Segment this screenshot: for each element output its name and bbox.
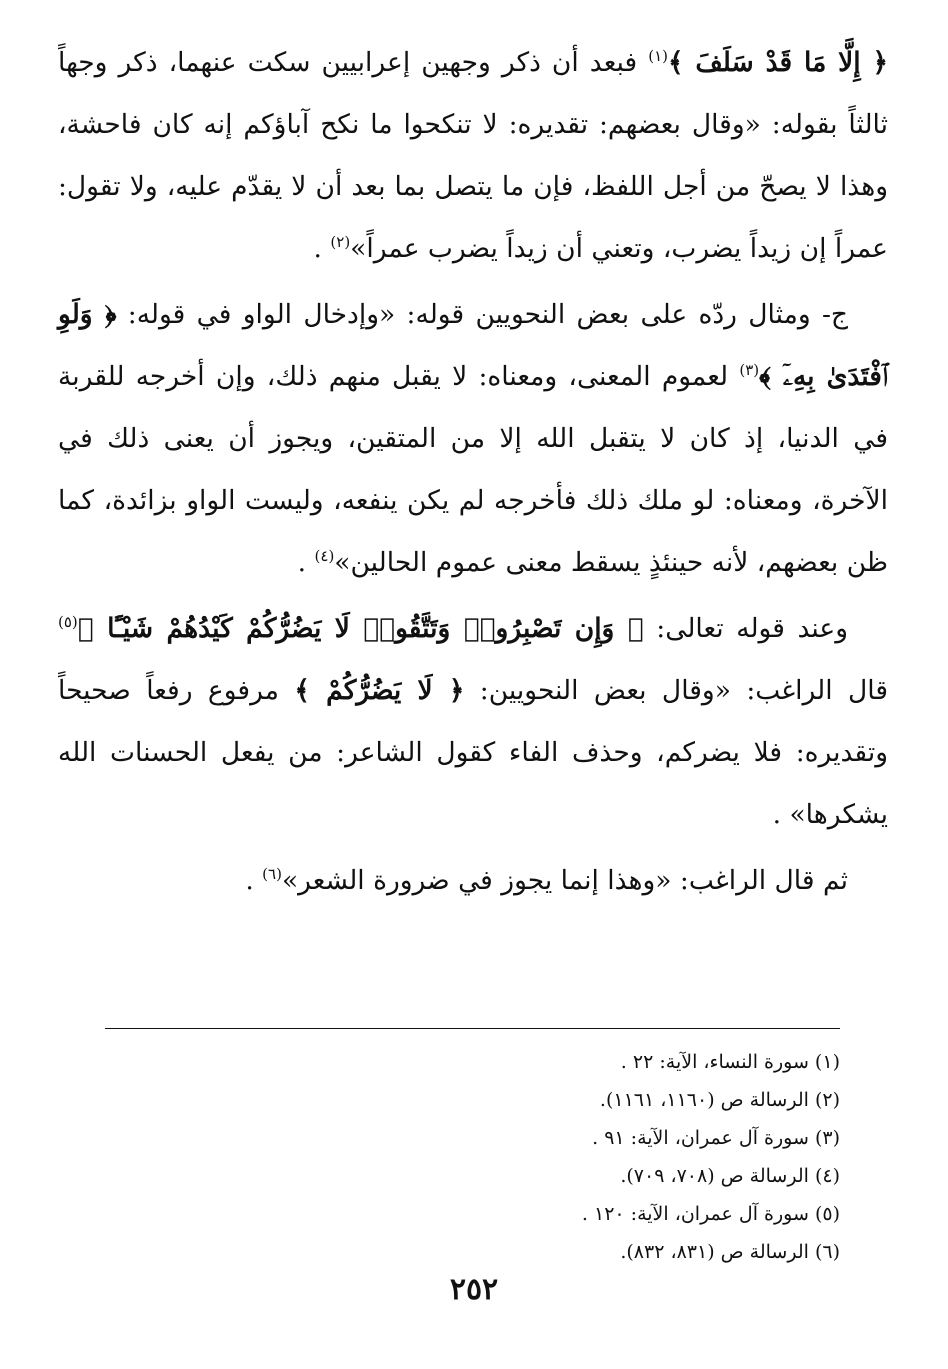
footnote-3: (٣) سورة آل عمران، الآية: ٩١ .: [592, 1127, 840, 1149]
quran-quote: ﴿ وَلَوِ ٱفْتَدَىٰ بِهِۦٓ ﴾: [58, 299, 888, 392]
footnote-ref: (٦): [262, 865, 282, 884]
footnote-ref: (١): [648, 47, 668, 66]
text-run: فبعد أن ذكر وجهين إعرابيين سكت عنهما، ذكر وجهاً ثالثاً بقوله: «وقال بعضهم: تقديره: لا تنكحوا ما نكح آباؤكم إنه كان فاحشة، وهذا لا يصحّ من أجل اللفظ، فإن ما يتصل بما بعد أن لا يقدّم عليه، ولا تقول: عمراً إن زيداً يضرب، وتعني أن زيداً يضرب عمراً»: [58, 47, 888, 264]
text-run: ج- ومثال ردّه على بعض النحويين قوله: «وإدخال الواو في قوله:: [116, 299, 848, 330]
footnote-5: (٥) سورة آل عمران، الآية: ١٢٠ .: [581, 1203, 840, 1225]
footnote-2: (٢) الرسالة ص (١١٦٠، ١١٦١).: [599, 1089, 840, 1111]
page-number: ٢٥٢: [449, 1272, 499, 1307]
text-run: لعموم المعنى، ومعناه: لا يقبل منهم ذلك، وإن أخرجه للقربة في الدنيا، إذ كان لا يتقبل الله إلا من المتقين، ويجوز أن يعنى ذلك في الآخرة، ومعناه: لو ملك ذلك فأخرجه لم يكن ينفعه، وليست الواو بزائدة، كما ظن بعضهم، لأنه حينئذٍ يسقط معنى عموم الحالين»: [58, 361, 888, 578]
footnote-ref: (٣): [739, 361, 760, 380]
text-run: وعند قوله تعالى:: [643, 613, 848, 644]
text-run: .: [245, 865, 263, 896]
text-run: مرفوع رفعاً صحيحاً وتقديره: فلا يضركم، وحذف الفاء كقول الشاعر: من يفعل الحسنات الله يشكرها» .: [58, 675, 888, 830]
main-text: [58, 32, 888, 912]
paragraph-2: [58, 284, 888, 594]
text-run: .: [297, 547, 315, 578]
footnote-4: (٤) الرسالة ص (٧٠٨، ٧٠٩).: [620, 1165, 840, 1187]
footnote-ref: (٢): [330, 233, 351, 252]
paragraph-3: [58, 598, 888, 846]
footnote-ref: (٤): [314, 547, 335, 566]
quran-quote: ﴿ لَا يَضُرُّكُمْ ﴾: [294, 675, 465, 706]
footnotes: [105, 1028, 840, 1271]
paragraph-4: [58, 850, 888, 912]
footnote-1: (١) سورة النساء، الآية: ٢٢ .: [620, 1051, 840, 1073]
text-run: قال الراغب: «وقال بعض النحويين:: [464, 675, 888, 706]
quran-quote: ﴿ إِلَّا مَا قَدْ سَلَفَ ﴾: [667, 47, 888, 78]
text-run: ثم قال الراغب: «وهذا إنما يجوز في ضرورة الشعر»: [281, 865, 848, 896]
text-run: .: [313, 233, 331, 264]
quran-quote: ﴿ وَإِن تَصْبِرُوا۟ وَتَتَّقُوا۟ لَا يَضُرُّكُمْ كَيْدُهُمْ شَيْـًٔا ﴾: [77, 613, 644, 644]
footnote-6: (٦) الرسالة ص (٨٣١، ٨٣٢).: [620, 1241, 840, 1263]
paragraph-1: [58, 32, 888, 280]
footnote-ref: (٥): [58, 613, 78, 632]
